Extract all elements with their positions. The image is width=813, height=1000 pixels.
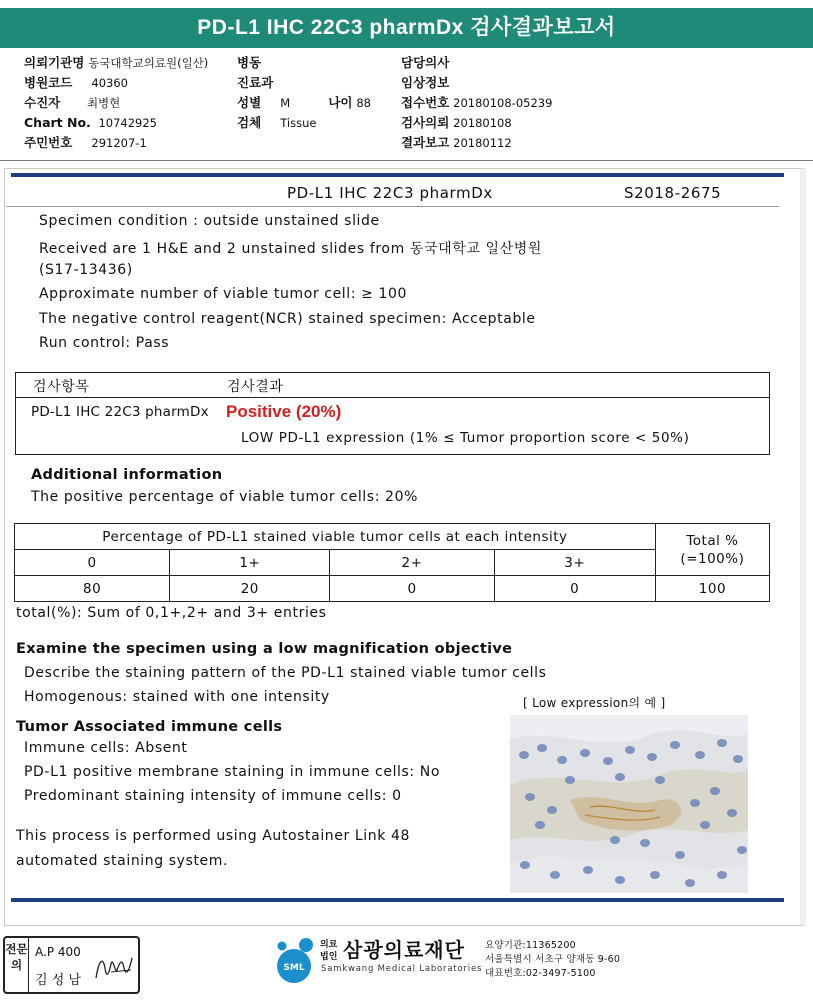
process-line-2: automated staining system. xyxy=(16,853,229,869)
sex-label: 성별 xyxy=(237,95,262,110)
summary-test-item: PD-L1 IHC 22C3 pharmDx xyxy=(31,404,209,420)
hospital-label: 의뢰기관명 xyxy=(24,55,85,70)
col-intensity-3: 3+ xyxy=(494,550,655,576)
viable-tumor-count: Approximate number of viable tumor cell: ≥ 100 xyxy=(39,286,408,302)
heading-underline xyxy=(6,206,779,207)
report-date-value: 20180112 xyxy=(453,136,512,150)
homogenous-line: Homogenous: stained with one intensity xyxy=(24,689,330,705)
negative-control: The negative control reagent(NCR) stained specimen: Acceptable xyxy=(39,311,536,327)
doctor-label: 담당의사 xyxy=(401,55,450,70)
col-intensity-2: 2+ xyxy=(330,550,494,576)
header-mid xyxy=(237,53,371,133)
institution-phone: 대표번호:02-3497-5100 xyxy=(485,968,596,979)
logo-small-1: 의료 xyxy=(320,940,338,950)
immune-cells-title: Tumor Associated immune cells xyxy=(16,719,283,735)
resident-no-label: 주민번호 xyxy=(24,135,73,150)
logo-name: 삼광의료재단 xyxy=(343,938,465,962)
pathologist-code: A.P 400 xyxy=(35,945,81,959)
top-rule xyxy=(11,173,784,177)
bottom-rule xyxy=(11,898,784,902)
logo-small-text xyxy=(320,939,337,963)
value-intensity-2: 0 xyxy=(330,576,494,602)
resident-no-value: 291207-1 xyxy=(91,136,147,150)
clinical-info-label: 임상정보 xyxy=(401,75,450,90)
institution-address: 서울특별시 서초구 양재동 9-60 xyxy=(485,954,621,965)
logo-abbr: SML xyxy=(283,963,305,973)
report-date-label: 결과보고 xyxy=(401,135,450,150)
run-control: Run control: Pass xyxy=(39,335,170,351)
signature-scribble xyxy=(93,948,135,986)
total-header-line1: Total % xyxy=(686,532,739,549)
header-right xyxy=(401,53,552,153)
value-intensity-0: 80 xyxy=(15,576,170,602)
staining-intensity-line: Predominant staining intensity of immune cells: 0 xyxy=(24,788,402,804)
dept-label: 진료과 xyxy=(237,75,274,90)
receipt-no-label: 접수번호 xyxy=(401,95,450,110)
col-intensity-1: 1+ xyxy=(170,550,330,576)
receipt-no-value: 20180108-05239 xyxy=(453,96,553,110)
value-intensity-3: 0 xyxy=(494,576,655,602)
positive-percentage-line: The positive percentage of viable tumor cells: 20% xyxy=(31,489,418,505)
footer xyxy=(0,930,813,1000)
slide-number: (S17-13436) xyxy=(39,262,133,278)
summary-header-line xyxy=(16,397,769,398)
chart-no-label: Chart No. xyxy=(24,115,91,130)
specimen-condition: Specimen condition : outside unstained slide xyxy=(39,213,380,229)
test-result-header: 검사결과 xyxy=(227,379,284,395)
hospital-code-label: 병원코드 xyxy=(24,75,73,90)
report-number: S2018-2675 xyxy=(624,184,722,202)
header-divider xyxy=(0,160,813,161)
specimen-label: 검체 xyxy=(237,115,262,130)
ward-label: 병동 xyxy=(237,55,262,70)
request-date-label: 검사의뢰 xyxy=(401,115,450,130)
specialist-label: 전문의 xyxy=(5,938,29,992)
image-caption: [ Low expression의 예 ] xyxy=(523,696,666,710)
age-value: 88 xyxy=(356,96,371,110)
total-header-line2: (=100%) xyxy=(680,550,745,567)
intensity-table xyxy=(14,523,770,602)
hospital-code-value: 40360 xyxy=(91,76,128,90)
table-note: total(%): Sum of 0,1+,2+ and 3+ entries xyxy=(16,605,327,621)
process-line-1: This process is performed using Autostainer Link 48 xyxy=(16,828,411,844)
patient-value: 최병현 xyxy=(86,96,121,110)
patient-label: 수진자 xyxy=(24,95,61,110)
header-left xyxy=(24,53,208,153)
logo-english: Samkwang Medical Laboratories xyxy=(321,964,483,974)
staining-pattern-line: Describe the staining pattern of the PD-L1 stained viable tumor cells xyxy=(24,665,547,681)
institution-info xyxy=(485,939,620,981)
specimen-value: Tissue xyxy=(280,116,317,130)
examine-title: Examine the specimen using a low magnification objective xyxy=(16,641,513,657)
hospital-value: 동국대학교의료원(일산) xyxy=(88,56,209,70)
received-slides: Received are 1 H&E and 2 unstained slides from 동국대학교 일산병원 xyxy=(39,241,543,257)
total-header xyxy=(655,524,769,576)
membrane-staining-line: PD-L1 positive membrane staining in immune cells: No xyxy=(24,764,441,780)
sml-logo-icon xyxy=(272,936,318,984)
value-total: 100 xyxy=(655,576,769,602)
immune-cells-absent: Immune cells: Absent xyxy=(24,740,188,756)
col-intensity-0: 0 xyxy=(15,550,170,576)
pathologist-name: 김 성 남 xyxy=(35,973,81,988)
sex-value: M xyxy=(280,96,291,110)
value-intensity-1: 20 xyxy=(170,576,330,602)
intensity-table-header: Percentage of PD-L1 stained viable tumor cells at each intensity xyxy=(15,524,656,550)
microscopy-image xyxy=(510,715,748,893)
request-date-value: 20180108 xyxy=(453,116,512,130)
signature-box xyxy=(3,936,140,994)
report-title: PD-L1 IHC 22C3 pharmDx 검사결과보고서 xyxy=(0,8,813,48)
test-item-header: 검사항목 xyxy=(33,379,90,395)
age-label: 나이 xyxy=(328,95,353,110)
chart-no-value: 10742925 xyxy=(98,116,157,130)
institution-code: 요양기관:11365200 xyxy=(485,940,576,951)
additional-info-title: Additional information xyxy=(31,467,223,483)
positive-result: Positive (20%) xyxy=(226,402,342,421)
test-name-heading: PD-L1 IHC 22C3 pharmDx xyxy=(287,184,493,202)
low-expression-note: LOW PD-L1 expression (1% ≤ Tumor proportion score < 50%) xyxy=(241,430,690,446)
logo-small-2: 법인 xyxy=(320,952,338,962)
